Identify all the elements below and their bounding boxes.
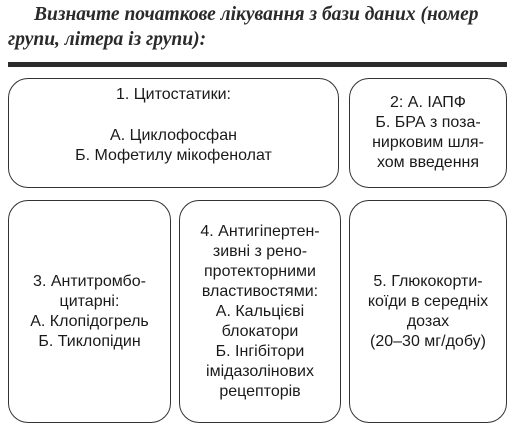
group-item: А. Кальцієві (215, 302, 305, 320)
group-title: дозах (406, 312, 450, 330)
group-item: блокатори (221, 322, 299, 340)
group-item: Б. Інгібітори (215, 342, 305, 360)
group-item: хом введення (376, 154, 480, 171)
group-box-antihypertensive (179, 200, 341, 423)
group-item: нирковим шля- (372, 134, 484, 151)
group-box-raas (349, 78, 507, 188)
group-title: 2: А. ІАПФ (390, 94, 466, 111)
group-title: 4. Антигіпертен- (200, 222, 320, 240)
group-item: (20–30 мг/добу) (370, 332, 486, 350)
group-item: А. Циклофосфан (110, 127, 237, 144)
group-item: Б. Тиклопідин (38, 332, 141, 350)
question-line: групи, літера із групи): (8, 29, 207, 50)
divider-rule (8, 62, 507, 67)
group-title: 5. Глюкокорти- (373, 272, 483, 290)
group-item: Б. Мофетилу мікофенолат (75, 147, 272, 164)
group-item: А. Клопідогрель (30, 312, 149, 330)
group-title: коїди в середніх (367, 292, 489, 310)
group-title: 3. Антитромбо- (33, 272, 146, 290)
group-box-cytostatics (8, 78, 339, 188)
group-box-antiplatelet (8, 200, 171, 423)
group-title: цитарні: (59, 292, 120, 310)
group-title: протекторними (204, 262, 316, 280)
question-line: Визначте початкове лікування з бази даних (номер (34, 4, 479, 25)
group-title: властивостями: (201, 282, 319, 300)
group-box-glucocorticoids (349, 200, 507, 423)
group-title: зивні з рено- (212, 242, 308, 260)
group-item: Б. БРА з поза- (375, 114, 481, 131)
group-title: 1. Цитостатики: (116, 86, 231, 103)
question-text (8, 2, 506, 52)
group-item: рецепторів (219, 382, 301, 400)
group-item: імідазолінових (206, 362, 314, 380)
